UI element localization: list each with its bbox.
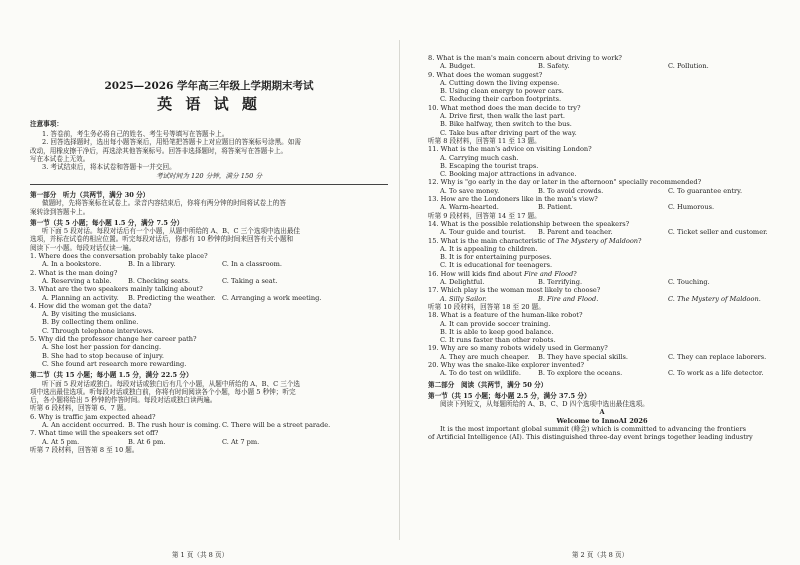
option-a: A. Planning an activity. [42,293,119,302]
option-a: A. To do test on wildlife. [440,369,521,378]
question-14: 14. What is the possible relationship between the speakers? A. Tour guide and tourist. B. Parent and teacher. C. Ticket seller and customer. [428,220,776,237]
option-c: C. At 7 pm. [222,437,260,446]
option-b: B. It is for entertaining purposes. [440,253,552,262]
part1-intro: 做题时，先将答案标在试卷上。录音内容结束后，你将有两分钟的时间将试卷上的答 [42,199,286,208]
question-7: 7. What time will the speakers set off? A. At 5 pm. B. At 6 pm. C. At 7 pm. [30,429,388,446]
option-c: C. Booking major attractions in advance. [440,170,577,179]
question-8: 8. What is the man's main concern about driving to work? A. Budget. B. Safety. C. Pollution. [428,54,776,71]
question-15: 15. What is the main characteristic of The Mystery of Maldoon? A. It is appealing to children. B. It is for entertaining purposes. C. It is educational for teenagers. [428,237,776,270]
option-b: B. Fire and Flood. [538,294,599,303]
option-c: C. Pollution. [668,62,709,71]
section2-intro: 项中选出最佳选项。听每段对话或独白前，你将有时间阅读各个小题，每小题 5 秒钟；听完 [30,387,296,396]
exam-title: 2025—2026 学年高三年级上学期期末考试 [104,80,314,92]
listening-note: 听第 8 段材料，回答第 11 至 13 题。 [428,136,541,145]
question-9: 9. What does the woman suggest? A. Cutting down the living expense. B. Using clean energy to power cars. C. Reducing their carbon footprints. [428,71,776,104]
option-a: A. Budget. [440,62,476,71]
part1-title: 第一部分 听力（共两节，满分 30 分） [30,190,150,199]
option-a: A. Cutting down the living expense. [440,78,560,87]
option-a: A. Tour guide and tourist. [440,228,526,237]
option-a: A. It is appealing to children. [440,244,538,253]
part2-title: 第二部分 阅读（共两节，满分 50 分） [428,380,548,389]
question-2: 2. What is the man doing? A. Reserving a table. B. Checking seats. C. Taking a seat. [30,269,388,286]
listening-note: 听第 7 段材料，回答第 8 至 10 题。 [30,445,139,454]
option-c: C. Through telephone interviews. [42,326,154,335]
option-a: A. At 5 pm. [42,437,80,446]
question-6: 6. Why is traffic jam expected ahead? A. An accident occurred. B. The rush hour is coming. C. There will be a street parade. [30,413,388,430]
listening-note: 听第 10 段材料，回答第 18 至 20 题。 [428,302,545,311]
option-b: B. Checking seats. [128,276,190,285]
option-a: A. An accident occurred. [42,420,125,429]
option-a: A. To save money. [440,186,500,195]
listening-note: 听第 9 段材料，回答第 14 至 17 题。 [428,211,541,220]
option-a: A. Carrying much cash. [440,153,519,162]
note-line: 3. 考试结束后，将本试卷和答题卡一并交回。 [42,163,176,172]
page-footer-right: 第 2 页（共 8 页） [571,550,629,559]
question-4: 4. How did the woman get the data? A. By visiting the musicians. B. By collecting them online. C. Through telephone interviews. [30,302,388,335]
section1-intro: 听下面 5 段对话。每段对话后有一个小题，从题中所给的 A、B、C 三个选项中选出最佳 [42,227,301,236]
question-19: 19. Why are so many robots widely used in Germany? A. They are much cheaper. B. They have special skills. C. They can replace laborers. [428,344,776,361]
article-text: It is the most important global summit (峰会) which is committed to advancing the frontiers [440,425,746,434]
option-c: C. Humorous. [668,203,715,212]
part2-section1-intro: 阅读下列短文，从每题所给的 A、B、C、D 四个选项中选出最佳选项。 [440,400,649,409]
option-c: C. Take bus after driving part of the way. [440,128,577,137]
question-1: 1. Where does the conversation probably take place? A. In a bookstore. B. In a library. C. In a classroom. [30,252,388,269]
note-line: 写在本试卷上无效。 [30,155,90,164]
option-c: C. Reducing their carbon footprints. [440,95,562,104]
option-c: C. Ticket seller and customer. [668,228,768,237]
option-a: A. They are much cheaper. [440,352,530,361]
section2-intro: 听下面 5 段对话或独白。每段对话或独白后有几个小题，从题中所给的 A、B、C 三个选 [42,379,301,388]
option-c: C. There will be a street parade. [222,420,331,429]
question-5: 5. Why did the professor change her career path? A. She lost her passion for dancing. B. She had to stop because of injury. C. She found art research more rewarding. [30,335,388,368]
option-b: B. Terrifying. [538,278,583,287]
question-13: 13. How are the Londoners like in the man's view? A. Warm-hearted. B. Patient. C. Humorous. [428,195,776,212]
option-b: B. At 6 pm. [128,437,166,446]
option-a: A. Delightful. [440,278,485,287]
section1-intro: 选项，并标在试卷的相应位置。听完每段对话后，你都有 10 秒钟的时间来回答有关小题和 [30,235,294,244]
option-c: C. To guarantee entry. [668,186,743,195]
article-title: Welcome to InnoAI 2026 [556,416,648,425]
question-16: 16. How will kids find about Fire and Flood? A. Delightful. B. Terrifying. C. Touching. [428,270,776,287]
option-c: C. Taking a seat. [222,276,278,285]
option-b: B. Predicting the weather. [128,293,216,302]
option-c: C. To work as a life detector. [668,369,764,378]
option-b: B. Parent and teacher. [538,228,613,237]
article-text: of Artificial Intelligence (AI). This distinguished three-day event brings together leading industry [428,433,753,442]
option-c: C. Arranging a work meeting. [222,293,322,302]
notes-title: 注意事项： [30,119,63,128]
option-b: B. Using clean energy to power cars. [440,87,564,96]
question-18: 18. What is a feature of the human-like robot? A. It can provide soccer training. B. It is able to keep good balance. C. It runs faster than other robots. [428,311,776,344]
option-c: C. She found art research more rewarding. [42,359,187,368]
option-c: C. It runs faster than other robots. [440,336,556,345]
option-b: B. It is able to keep good balance. [440,327,554,336]
option-c: C. In a classroom. [222,260,282,269]
option-a: A. In a bookstore. [42,260,102,269]
question-11: 11. What is the man's advice on visiting London? A. Carrying much cash. B. Escaping the tourist traps. C. Booking major attractions in advance. [428,145,776,178]
option-b: B. By collecting them online. [42,318,139,327]
option-b: B. Patient. [538,203,573,212]
option-b: B. The rush hour is coming. [128,420,221,429]
option-a: A. By visiting the musicians. [42,310,137,319]
section1-title: 第一节（共 5 小题；每小题 1.5 分，满分 7.5 分） [30,218,184,227]
option-b: B. She had to stop because of injury. [42,351,164,360]
part1-intro: 案转涂到答题卡上。 [30,207,90,216]
question-20: 20. Why was the snake-like explorer invented? A. To do test on wildlife. B. To explore the oceans. C. To work as a life detector. [428,361,776,378]
question-12: 12. Why is "go early in the day or later in the afternoon" specially recommended? A. To save money. B. To avoid crowds. C. To guarantee entry. [428,178,776,195]
option-b: B. Safety. [538,62,570,71]
question-3: 3. What are the two speakers mainly talking about? A. Planning an activity. B. Predicting the weather. C. Arranging a work meeting. [30,285,388,302]
listening-note: 听第 6 段材料，回答第 6、7 题。 [30,404,131,413]
option-c: C. The Mystery of Maldoon. [668,294,761,303]
option-b: B. To explore the oceans. [538,369,623,378]
option-c: C. Touching. [668,278,710,287]
option-a: A. It can provide soccer training. [440,319,551,328]
note-line: 1. 答卷前，考生务必将自己的姓名、考生号等填写在答题卡上。 [42,130,229,139]
option-b: B. To avoid crowds. [538,186,604,195]
option-b: B. Bike halfway, then switch to the bus. [440,120,572,129]
question-10: 10. What method does the man decide to try? A. Drive first, then walk the last part. B. Bike halfway, then switch to the bus. C. Take bus after driving part of the way. [428,104,776,137]
option-b: B. They have special skills. [538,352,628,361]
question-17: 17. Which play is the woman most likely to choose? A. Silly Sailor. B. Fire and Flood. C. The Mystery of Maldoon. [428,286,776,303]
section2-title: 第二节（共 15 小题；每小题 1.5 分，满分 22.5 分） [30,371,193,380]
option-b: B. Escaping the tourist traps. [440,161,539,170]
option-a: A. She lost her passion for dancing. [42,343,162,352]
subject-title: 英 语 试 题 [157,94,261,113]
note-line: 2. 回答选择题时，选出每小题答案后，用铅笔把答题卡上对应题目的答案标号涂黑。如需 [42,138,301,147]
exam-time: 考试时间为 120 分钟，满分 150 分 [155,171,263,180]
option-c: C. It is educational for teenagers. [440,261,553,270]
note-line: 改动，用橡皮擦干净后，再选涂其他答案标号。回答非选择题时，将答案写在答题卡上。 [30,146,288,155]
section2-intro: 后，各小题将给出 5 秒钟的作答时间。每段对话或独白读两遍。 [30,396,217,405]
part2-section1-title: 第一节（共 15 小题；每小题 2.5 分，满分 37.5 分） [428,391,591,400]
option-b: B. In a library. [128,260,176,269]
option-a: A. Drive first, then walk the last part. [440,112,566,121]
option-c: C. They can replace laborers. [668,352,767,361]
divider-line [30,184,388,185]
option-a: A. Silly Sailor. [440,294,487,303]
option-a: A. Reserving a table. [42,276,112,285]
page-2 [400,0,800,565]
page-footer-left: 第 1 页（共 8 页） [171,550,229,559]
option-a: A. Warm-hearted. [440,203,499,212]
section1-intro: 阅读下一小题。每段对话仅读一遍。 [30,243,136,252]
article-letter: A [599,408,605,417]
